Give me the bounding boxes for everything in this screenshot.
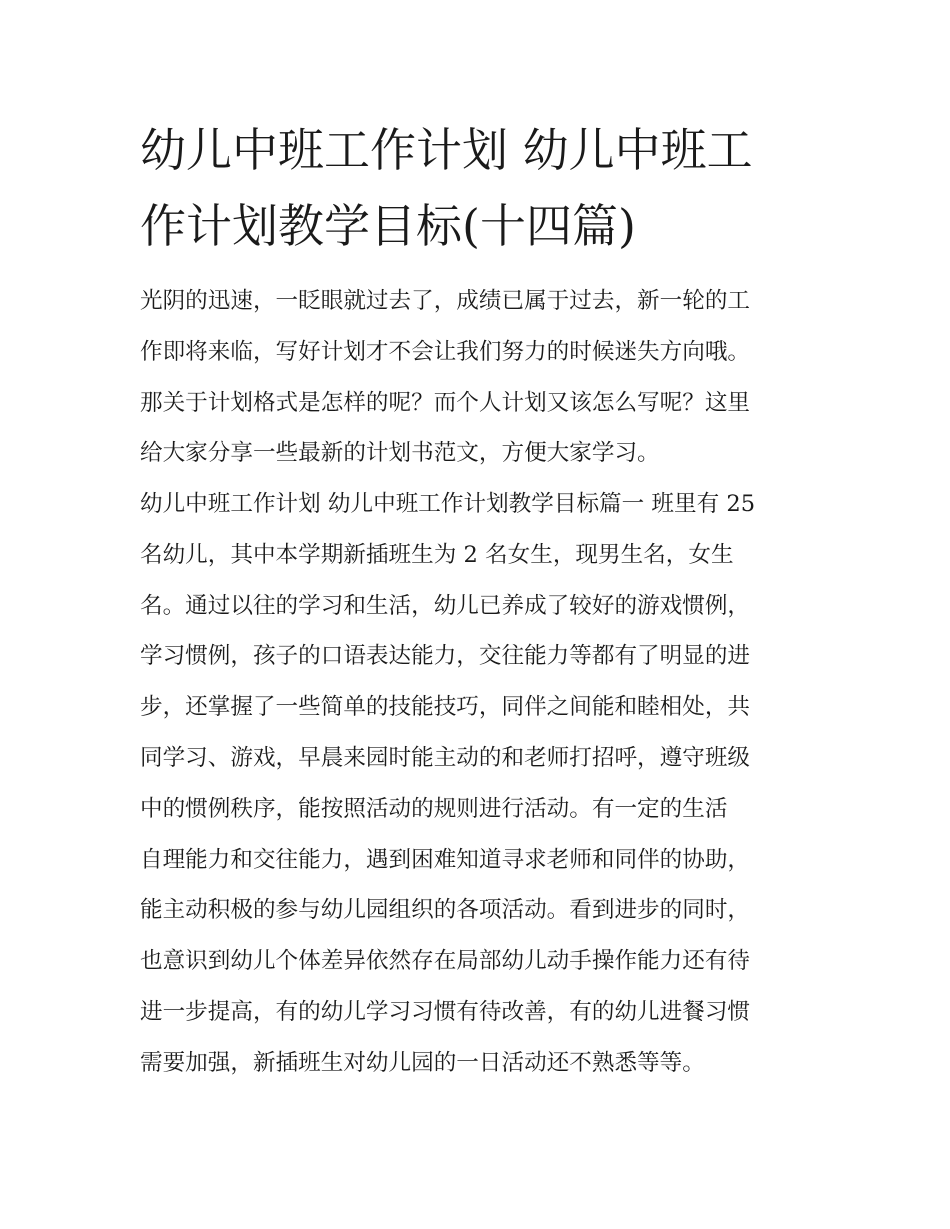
text-line: 那关于计划格式是怎样的呢？而个人计划又该怎么写呢？这里: [140, 389, 751, 416]
text-line: 同学习、游戏，早晨来园时能主动的和老师打招呼，遵守班级: [140, 744, 751, 771]
text-line: 步，还掌握了一些简单的技能技巧，同伴之间能和睦相处，共: [140, 694, 751, 721]
text-line: 能主动积极的参与幼儿园组织的各项活动。看到进步的同时，: [140, 897, 751, 924]
title-line: 幼儿中班工作计划 幼儿中班工: [140, 123, 753, 177]
text-line: 进一步提高，有的幼儿学习习惯有待改善，有的幼儿进餐习惯: [140, 998, 751, 1025]
document-title: [140, 112, 830, 264]
text-line: 需要加强，新插班生对幼儿园的一日活动还不熟悉等等。: [140, 1049, 705, 1076]
text-line: 中的惯例秩序，能按照活动的规则进行活动。有一定的生活: [140, 795, 728, 822]
text-line: 幼儿中班工作计划 幼儿中班工作计划教学目标篇一 班里有 25: [140, 491, 756, 517]
section-one-paragraph: [140, 479, 820, 1089]
text-line: 名。通过以往的学习和生活，幼儿已养成了较好的游戏惯例，: [140, 592, 751, 619]
text-line: 自理能力和交往能力，遇到困难知道寻求老师和同伴的协助，: [140, 846, 751, 873]
text-line: 名幼儿，其中本学期新插班生为 2 名女生，现男生名，女生: [140, 541, 734, 568]
text-line: 作即将来临，写好计划才不会让我们努力的时候迷失方向哦。: [140, 338, 751, 365]
intro-paragraph: [140, 276, 820, 479]
text-line: 给大家分享一些最新的计划书范文，方便大家学习。: [140, 440, 660, 467]
text-line: 也意识到幼儿个体差异依然存在局部幼儿动手操作能力还有待: [140, 948, 751, 975]
text-line: 学习惯例，孩子的口语表达能力，交往能力等都有了明显的进: [140, 643, 751, 670]
text-line: 光阴的迅速，一眨眼就过去了，成绩已属于过去，新一轮的工: [140, 288, 751, 314]
title-line: 作计划教学目标(十四篇): [140, 199, 636, 253]
